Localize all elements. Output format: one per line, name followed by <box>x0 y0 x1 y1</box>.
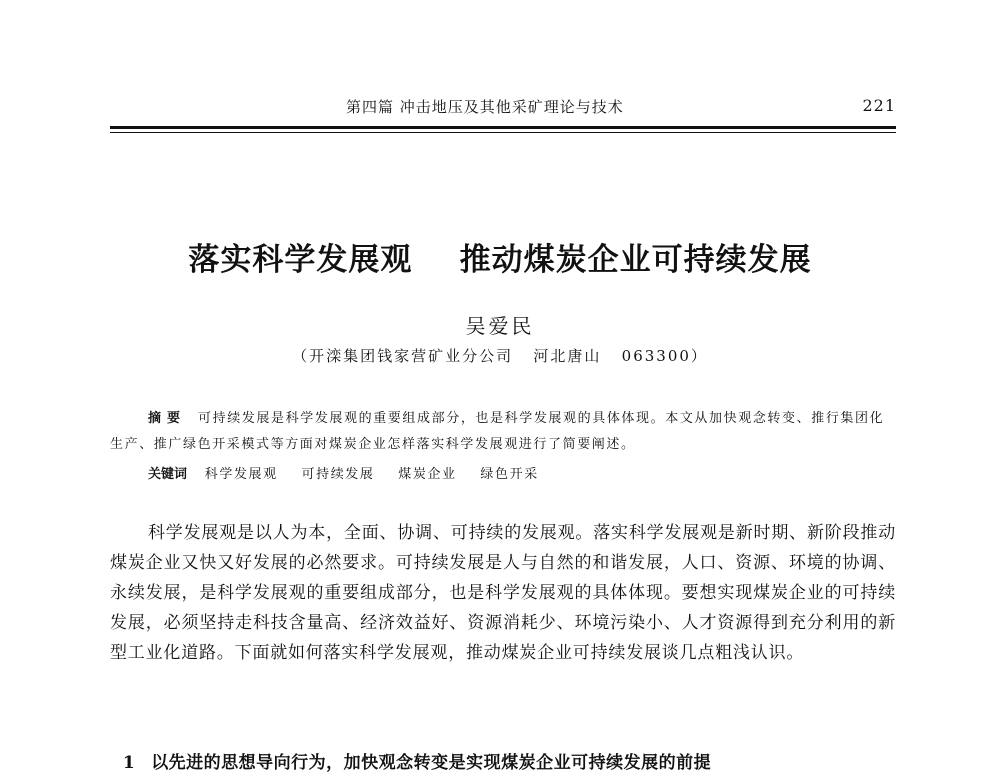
keyword-item: 科学发展观 <box>204 467 278 482</box>
running-header <box>110 96 896 120</box>
body-paragraph: 科学发展观是以人为本，全面、协调、可持续的发展观。落实科学发展观是新时期、新阶段推动煤炭企业又快又好发展的必然要求。可持续发展是人与自然的和谐发展，人口、资源、环境的协调、永续发展，是科学发展观的重要组成部分，也是科学发展观的具体体现。要想实现煤炭企业的可持续发展，必须坚持走科技含量高、经济效益好、资源消耗少、环境污染小、人才资源得到充分利用的新型工业化道路。下面就如何落实科学发展观，推动煤炭企业可持续发展谈几点粗浅认识。 <box>110 523 896 663</box>
keyword-item: 煤炭企业 <box>398 467 457 482</box>
keyword-item: 可持续发展 <box>301 467 375 482</box>
keywords-label: 关键词 <box>148 467 188 482</box>
header-rule-thin <box>110 132 896 133</box>
abstract-text: 可持续发展是科学发展观的重要组成部分，也是科学发展观的具体体现。本文从加快观念转变、推行集团化生产、推广绿色开采模式等方面对煤炭企业怎样落实科学发展观进行了简要阐述。 <box>110 411 885 452</box>
author-name: 吴爱民 <box>465 314 535 338</box>
abstract <box>110 406 896 458</box>
paper-title: 落实科学发展观 推动煤炭企业可持续发展 <box>188 242 812 278</box>
section-title: 以先进的思想导向行为，加快观念转变是实现煤炭企业可持续发展的前提 <box>151 753 712 773</box>
author-affiliation: （开滦集团钱家营矿业分公司 河北唐山 063300） <box>292 347 708 365</box>
page-number: 221 <box>862 96 896 115</box>
running-title: 第四篇 冲击地压及其他采矿理论与技术 <box>346 98 624 116</box>
section-heading <box>110 728 711 773</box>
section-number: 1 <box>122 753 136 773</box>
keyword-item: 绿色开采 <box>480 467 539 482</box>
header-rule-thick <box>110 126 896 129</box>
abstract-label: 摘要 <box>148 411 187 426</box>
keywords <box>110 462 896 488</box>
